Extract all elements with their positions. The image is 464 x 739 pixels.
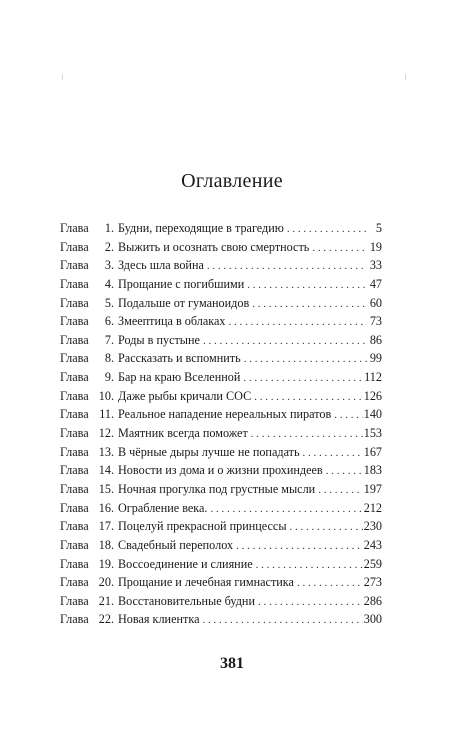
dot-leader <box>236 537 363 556</box>
dot-leader <box>243 369 363 388</box>
chapter-word: Глава <box>60 463 89 478</box>
toc-entry <box>60 349 382 368</box>
chapter-title: Даже рыбы кричали СОС <box>118 388 252 403</box>
chapter-word: Глава <box>60 276 89 291</box>
chapter-number: 9. <box>104 370 114 385</box>
chapter-number: 4. <box>104 276 114 291</box>
chapter-word: Глава <box>60 481 89 496</box>
chapter-number: 3. <box>104 258 114 273</box>
chapter-word: Глава <box>60 426 89 441</box>
chapter-title: Будни, переходящие в трагедию <box>118 221 284 235</box>
toc-entry <box>60 424 382 443</box>
crop-mark-left <box>62 74 63 80</box>
dot-leader <box>244 350 367 369</box>
chapter-word: Глава <box>60 295 89 310</box>
chapter-number: 22. <box>98 612 114 627</box>
dot-leader <box>203 332 367 351</box>
toc-entry <box>60 499 382 518</box>
chapter-word: Глава <box>60 221 89 235</box>
chapter-page-number: 140 <box>363 407 382 422</box>
chapter-title: Прощание с погибшими <box>118 276 245 291</box>
dot-leader <box>210 500 362 519</box>
chapter-title: Прощание и лечебная гимнастика <box>118 575 294 590</box>
dot-leader <box>252 295 367 314</box>
toc-entry <box>60 275 382 294</box>
chapter-page-number: 259 <box>363 556 382 571</box>
chapter-title: В чёрные дыры лучше не попадать <box>118 444 300 459</box>
chapter-title: Подальше от гуманоидов <box>118 295 250 310</box>
toc-entry <box>60 219 382 238</box>
chapter-number: 10. <box>98 388 114 403</box>
dot-leader <box>202 611 362 630</box>
chapter-number: 5. <box>104 295 114 310</box>
chapter-title: Поцелуй прекрасной принцессы <box>118 519 287 534</box>
dot-leader <box>256 556 363 575</box>
chapter-word: Глава <box>60 519 89 534</box>
toc-entry <box>60 480 382 499</box>
table-of-contents <box>60 219 382 629</box>
chapter-word: Глава <box>60 575 89 590</box>
chapter-number: 21. <box>98 593 114 608</box>
chapter-title: Реальное нападение нереальных пиратов <box>118 407 332 422</box>
chapter-word: Глава <box>60 351 89 366</box>
chapter-number: 12. <box>98 426 114 441</box>
toc-entry <box>60 555 382 574</box>
toc-entry <box>60 592 382 611</box>
chapter-number: 6. <box>104 314 114 329</box>
dot-leader <box>247 276 367 295</box>
chapter-number: 11. <box>99 407 114 422</box>
chapter-title: Выжить и осознать свою смертность <box>118 239 310 254</box>
chapter-page-number: 73 <box>369 314 382 329</box>
chapter-page-number: 197 <box>363 481 382 496</box>
chapter-number: 14. <box>98 463 114 478</box>
chapter-title: Восстановительные будни <box>118 593 255 608</box>
chapter-page-number: 153 <box>363 426 382 441</box>
toc-entry <box>60 573 382 592</box>
dot-leader <box>312 239 367 258</box>
chapter-word: Глава <box>60 444 89 459</box>
dot-leader <box>326 462 363 481</box>
chapter-title: Свадебный переполох <box>118 537 234 552</box>
page-number: 381 <box>220 655 244 672</box>
chapter-title: Воссоединение и слияние <box>118 556 253 571</box>
chapter-page-number: 212 <box>363 500 382 515</box>
toc-entry <box>60 405 382 424</box>
chapter-number: 16. <box>98 500 114 515</box>
chapter-title: Ночная прогулка под грустные мысли <box>118 481 316 496</box>
chapter-number: 1. <box>104 221 114 235</box>
chapter-page-number: 126 <box>363 388 382 403</box>
chapter-number: 18. <box>98 537 114 552</box>
dot-leader <box>303 444 363 463</box>
toc-entry <box>60 238 382 257</box>
chapter-word: Глава <box>60 388 89 403</box>
chapter-number: 8. <box>104 351 114 366</box>
chapter-page-number: 286 <box>363 593 382 608</box>
chapter-page-number: 33 <box>369 258 382 273</box>
toc-entry <box>60 536 382 555</box>
toc-entry <box>60 294 382 313</box>
chapter-title: Рассказать и вспомнить <box>118 351 241 366</box>
chapter-word: Глава <box>60 370 89 385</box>
toc-entry <box>60 443 382 462</box>
chapter-word: Глава <box>60 258 89 273</box>
toc-entry <box>60 331 382 350</box>
chapter-title: Здесь шла война <box>118 258 204 273</box>
chapter-page-number: 183 <box>363 463 382 478</box>
chapter-title: Бар на краю Вселенной <box>118 370 241 385</box>
chapter-page-number: 60 <box>369 295 382 310</box>
chapter-word: Глава <box>60 500 89 515</box>
chapter-number: 2. <box>104 239 114 254</box>
chapter-page-number: 273 <box>363 575 382 590</box>
chapter-number: 19. <box>98 556 114 571</box>
chapter-page-number: 5 <box>375 221 382 235</box>
chapter-word: Глава <box>60 332 89 347</box>
toc-entry <box>60 368 382 387</box>
toc-entry <box>60 312 382 331</box>
chapter-title: Маятник всегда поможет <box>118 426 248 441</box>
page-title: Оглавление <box>181 170 283 192</box>
chapter-word: Глава <box>60 537 89 552</box>
chapter-page-number: 112 <box>364 370 382 385</box>
chapter-page-number: 19 <box>369 239 382 254</box>
chapter-number: 17. <box>98 519 114 534</box>
toc-entry <box>60 517 382 536</box>
dot-leader <box>251 425 363 444</box>
dot-leader <box>297 574 363 593</box>
chapter-page-number: 99 <box>369 351 382 366</box>
chapter-title: Змеептица в облаках <box>118 314 226 329</box>
dot-leader <box>334 406 363 425</box>
chapter-title: Новая клиентка <box>118 612 200 627</box>
chapter-page-number: 47 <box>369 276 382 291</box>
dot-leader <box>229 313 367 332</box>
chapter-page-number: 230 <box>363 519 382 534</box>
dot-leader <box>254 388 363 407</box>
dot-leader <box>287 220 367 239</box>
chapter-title: Ограбление века. <box>118 500 208 515</box>
toc-entry <box>60 461 382 480</box>
chapter-page-number: 243 <box>363 537 382 552</box>
chapter-word: Глава <box>60 314 89 329</box>
chapter-page-number: 167 <box>363 444 382 459</box>
toc-entry <box>60 256 382 275</box>
chapter-word: Глава <box>60 593 89 608</box>
chapter-number: 15. <box>98 481 114 496</box>
crop-mark-right <box>405 74 406 80</box>
dot-leader <box>258 593 363 612</box>
chapter-number: 20. <box>98 575 114 590</box>
toc-entry <box>60 610 382 629</box>
chapter-title: Роды в пустыне <box>118 332 200 347</box>
chapter-word: Глава <box>60 239 89 254</box>
chapter-word: Глава <box>60 407 89 422</box>
chapter-page-number: 300 <box>363 612 382 627</box>
dot-leader <box>207 257 367 276</box>
toc-entry <box>60 387 382 406</box>
dot-leader <box>318 481 363 500</box>
chapter-title: Новости из дома и о жизни прохиндеев <box>118 463 323 478</box>
chapter-number: 7. <box>104 332 114 347</box>
chapter-page-number: 86 <box>369 332 382 347</box>
chapter-word: Глава <box>60 612 89 627</box>
dot-leader <box>290 518 363 537</box>
chapter-number: 13. <box>98 444 114 459</box>
chapter-word: Глава <box>60 556 89 571</box>
